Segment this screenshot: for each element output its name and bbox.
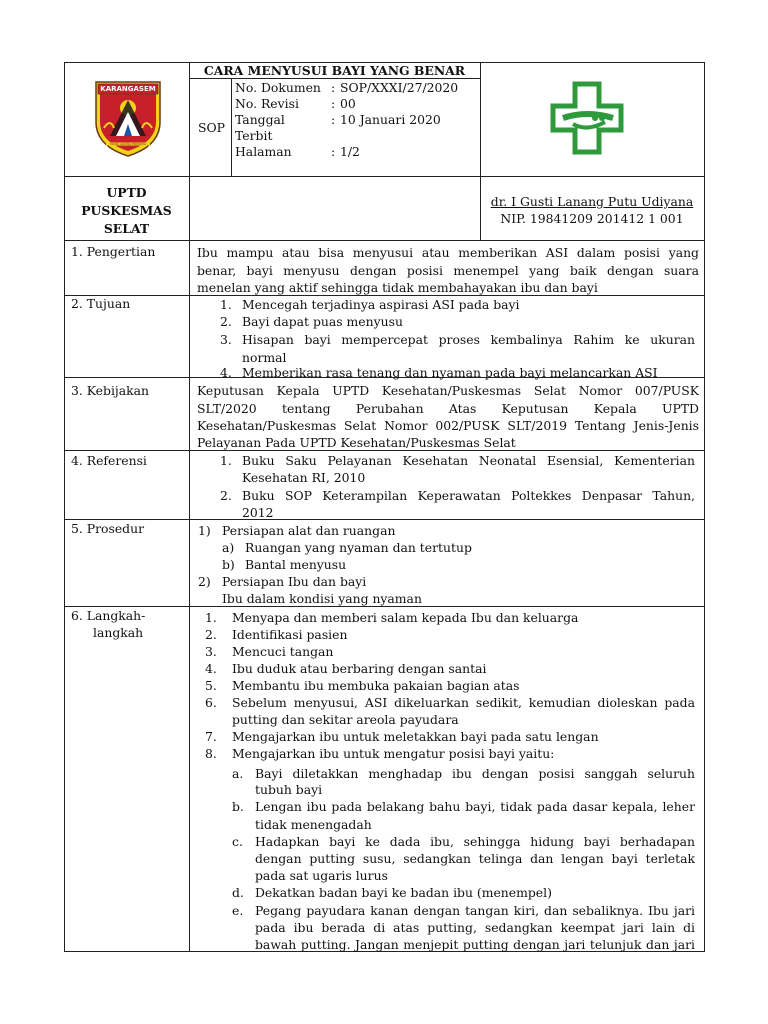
text-line: menelan yang aktif sehingga tidak membahayakan ibu dan bayi: [197, 280, 598, 295]
section-label: 3. Kebijakan: [71, 383, 150, 398]
item-number: 2.: [220, 488, 232, 503]
text-line: benar, bayi menyusu dengan posisi menempel yang baik dengan suara: [197, 263, 699, 278]
item-text: Mencegah terjadinya aspirasi ASI pada bayi: [242, 297, 520, 312]
subitem-text: bawah putting. Jangan menjepit putting dengan jari telunjuk dan jari: [255, 937, 695, 952]
item-number: 1.: [220, 297, 232, 312]
meta-label: Terbit: [235, 128, 273, 143]
item-text: Mengajarkan ibu untuk mengatur posisi bayi yaitu:: [232, 746, 555, 761]
item-number: 8.: [205, 746, 217, 761]
divider: [64, 240, 705, 241]
subitem-text: pada ibu berada di atas putting, sedangkan keempat jari lain di: [255, 920, 695, 935]
item-text: Persiapan alat dan ruangan: [222, 523, 396, 538]
subitem-text: pada sat ugaris lurus: [255, 868, 388, 883]
item-text: Bantal menyusu: [245, 557, 347, 572]
meta-date: 10 Januari 2020: [340, 112, 441, 127]
item-number: 4.: [205, 661, 217, 676]
item-text: putting dan sekitar areola payudara: [232, 712, 459, 727]
item-number: 7.: [205, 729, 217, 744]
subitem-text: dengan putting susu, sedangkan telinga dan lengan bayi terletak: [255, 851, 695, 866]
meta-label: Halaman: [235, 144, 292, 159]
document-title: CARA MENYUSUI BAYI YANG BENAR: [203, 63, 466, 78]
item-number: 1): [198, 523, 211, 538]
item-text: Membantu ibu membuka pakaian bagian atas: [232, 678, 520, 693]
logo-motto: MAHA AGUNG PRATAMA: [110, 142, 146, 146]
text-line: SLT/2020 tentang Perubahan Atas Keputusan Kepala UPTD: [197, 401, 699, 416]
item-text: Ruangan yang nyaman dan tertutup: [245, 540, 472, 555]
item-text: Ibu dalam kondisi yang nyaman: [222, 591, 422, 606]
subitem-text: Bayi diletakkan menghadap ibu dengan posisi sanggah seluruh: [255, 766, 695, 781]
item-text: 2012: [242, 505, 274, 520]
meta-label: No. Revisi: [235, 96, 299, 111]
item-number: 4.: [220, 365, 232, 380]
item-number: 1.: [220, 453, 232, 468]
section-label: 1. Pengertian: [71, 244, 156, 259]
puskesmas-logo: [549, 80, 625, 158]
divider: [64, 519, 705, 520]
text-line: Ibu mampu atau bisa menyusui atau memberikan ASI dalam posisi yang: [197, 245, 699, 260]
logo-name: KARANGASEM: [100, 85, 156, 93]
item-number: 5.: [205, 678, 217, 693]
item-text: Menyapa dan memberi salam kepada Ibu dan keluarga: [232, 610, 579, 625]
subitem-letter: b.: [232, 799, 244, 814]
meta-label: No. Dokumen: [235, 80, 321, 95]
subitem-text: tubuh bayi: [255, 782, 323, 797]
subitem-letter: a.: [232, 766, 244, 781]
unit-line: PUSKESMAS: [81, 203, 172, 218]
subitem-letter: d.: [232, 885, 244, 900]
subitem-letter: e.: [232, 903, 244, 918]
item-number: 6.: [205, 695, 217, 710]
item-text: Mencuci tangan: [232, 644, 334, 659]
text-line: Pelayanan Pada UPTD Kesehatan/Puskesmas Selat: [197, 435, 516, 450]
item-text: Persiapan Ibu dan bayi: [222, 574, 367, 589]
divider: [189, 62, 190, 240]
meta-sep: :: [331, 112, 336, 127]
section-label: 6. Langkah-: [71, 608, 146, 623]
subitem-text: Dekatkan badan bayi ke badan ibu (menempel): [255, 885, 552, 900]
subitem-letter: c.: [232, 834, 243, 849]
text-line: Kesehatan/Puskesmas Selat Nomor 002/PUSK SLT/2019 Tentang Jenis-Jenis: [197, 418, 699, 433]
meta-page: 1/2: [340, 144, 360, 159]
divider: [64, 176, 705, 177]
item-number: 2.: [205, 627, 217, 642]
karangasem-logo: [90, 78, 166, 158]
section-label: langkah: [93, 625, 144, 640]
puskesmas-cross-icon: [549, 80, 625, 158]
subitem-text: Hadapkan bayi ke dada ibu, sehingga hidung bayi berhadapan: [255, 834, 695, 849]
item-number: 1.: [205, 610, 217, 625]
item-text: Sebelum menyusui, ASI dikeluarkan sedikit, kemudian dioleskan pada: [232, 695, 695, 710]
divider: [189, 240, 190, 952]
sop-label: SOP: [198, 120, 225, 135]
meta-document-number: SOP/XXXI/27/2020: [340, 80, 459, 95]
item-number: 3.: [205, 644, 217, 659]
divider: [231, 78, 232, 176]
section-label: 2. Tujuan: [71, 296, 131, 311]
item-number: b): [222, 557, 235, 572]
item-text: Kesehatan RI, 2010: [242, 470, 366, 485]
section-label: 4. Referensi: [71, 453, 147, 468]
item-text: Bayi dapat puas menyusu: [242, 314, 403, 329]
item-number: 2.: [220, 314, 232, 329]
unit-line: UPTD: [106, 185, 147, 200]
unit-line: SELAT: [103, 221, 150, 236]
table-border-right: [704, 62, 705, 952]
meta-sep: :: [331, 96, 336, 111]
item-text: Buku Saku Pelayanan Kesehatan Neonatal Esensial, Kementerian: [242, 453, 695, 468]
subitem-text: tidak menengadah: [255, 817, 372, 832]
item-text: Ibu duduk atau berbaring dengan santai: [232, 661, 487, 676]
item-text: Buku SOP Keterampilan Keperawatan Poltekkes Denpasar Tahun,: [242, 488, 695, 503]
section-label: 5. Prosedur: [71, 521, 145, 536]
signer-name: dr. I Gusti Lanang Putu Udiyana: [490, 194, 694, 209]
meta-sep: :: [331, 80, 336, 95]
meta-sep: :: [331, 144, 336, 159]
item-text: Identifikasi pasien: [232, 627, 348, 642]
item-text: normal: [242, 350, 287, 365]
item-text: Memberikan rasa tenang dan nyaman pada bayi melancarkan ASI: [242, 365, 658, 380]
item-text: Mengajarkan ibu untuk meletakkan bayi pada satu lengan: [232, 729, 599, 744]
signer-nip: NIP. 19841209 201412 1 001: [500, 211, 684, 226]
meta-label: Tanggal: [235, 112, 285, 127]
item-number: 2): [198, 574, 211, 589]
meta-revision: 00: [340, 96, 356, 111]
subitem-text: Pegang payudara kanan dengan tangan kiri, dan sebaliknya. Ibu jari: [255, 903, 695, 918]
subitem-text: Lengan ibu pada belakang bahu bayi, tidak pada dasar kepala, leher: [255, 799, 695, 814]
item-number: 3.: [220, 332, 232, 347]
text-line: Keputusan Kepala UPTD Kesehatan/Puskesmas Selat Nomor 007/PUSK: [197, 383, 699, 398]
item-number: a): [222, 540, 235, 555]
item-text: Hisapan bayi mempercepat proses kembalinya Rahim ke ukuran: [242, 332, 695, 347]
